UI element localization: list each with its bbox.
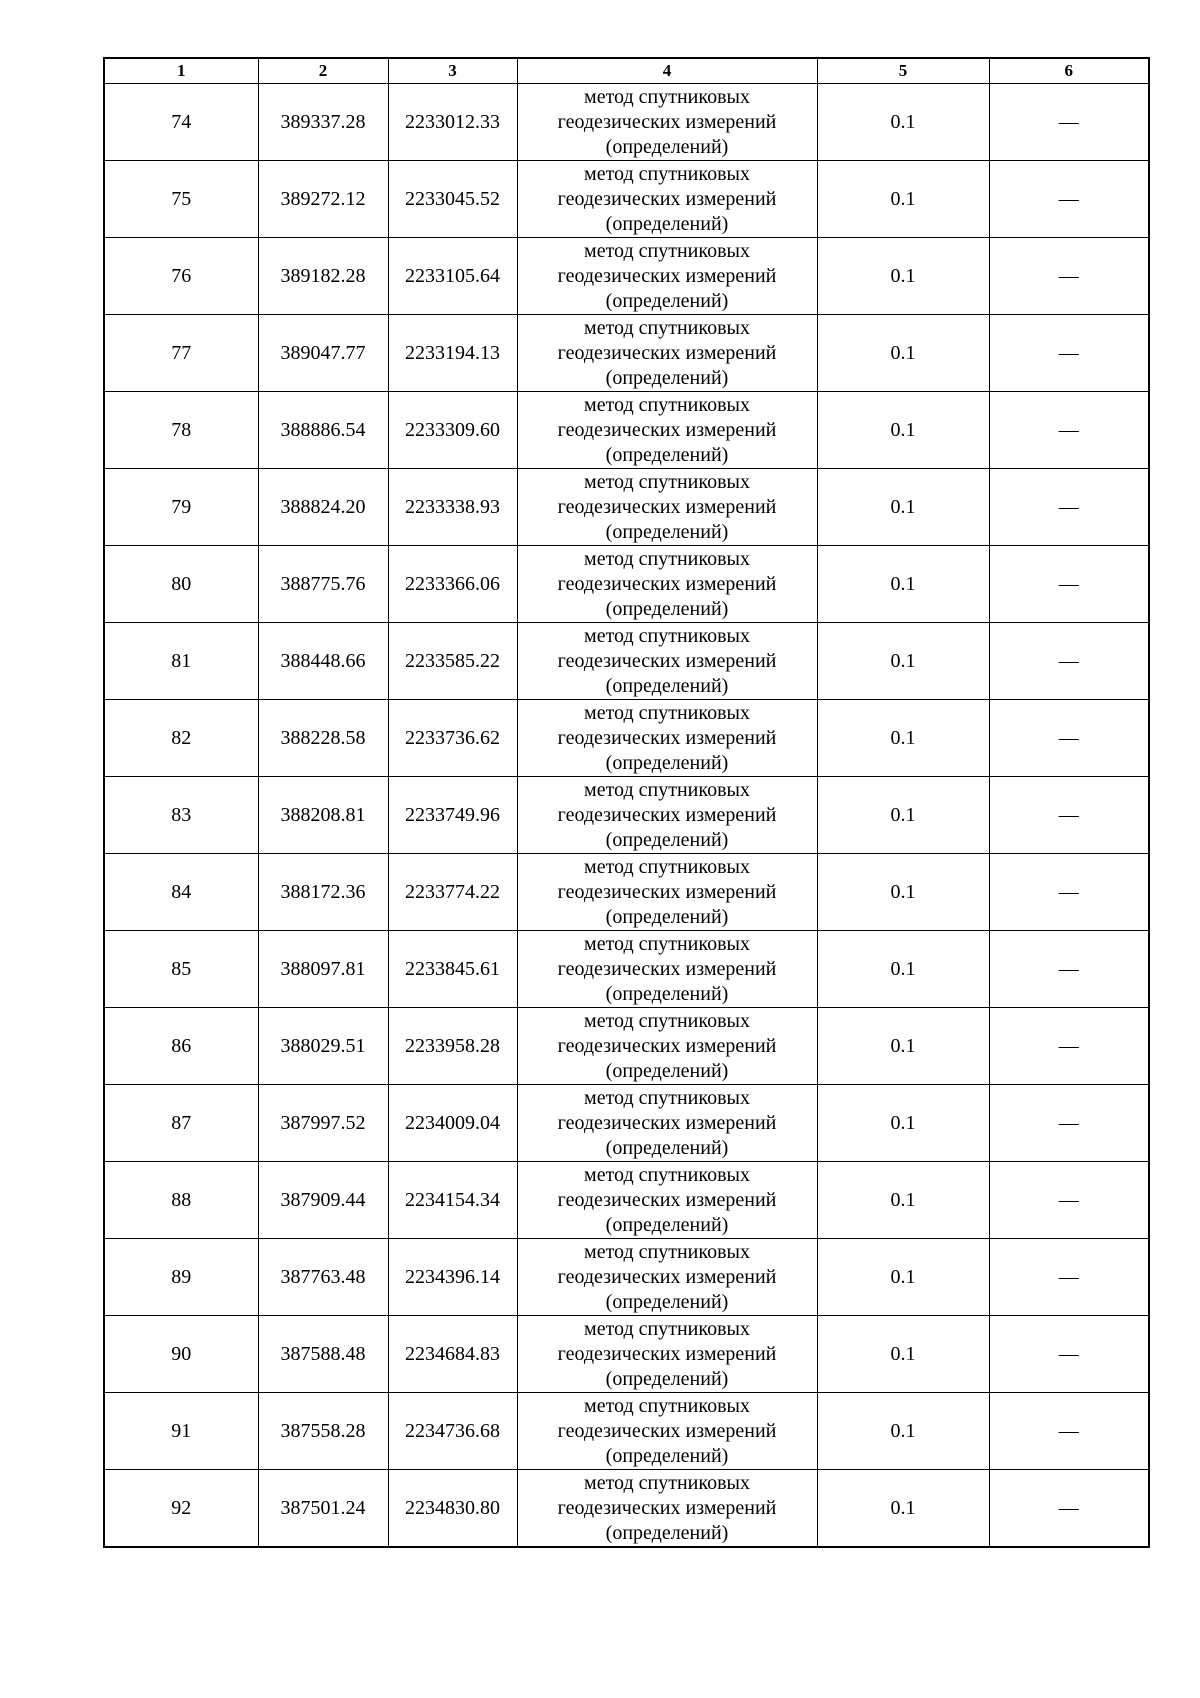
note-cell: —	[989, 315, 1149, 392]
coordinate-x-cell: 388097.81	[258, 931, 388, 1008]
note-cell: —	[989, 700, 1149, 777]
table-row	[104, 1239, 1149, 1316]
accuracy-cell: 0.1	[817, 623, 989, 700]
column-header-4: 4	[517, 58, 817, 84]
coordinate-x-cell: 387909.44	[258, 1162, 388, 1239]
coordinate-x-cell: 387501.24	[258, 1470, 388, 1548]
coordinate-x-cell: 387558.28	[258, 1393, 388, 1470]
coordinate-y-cell: 2233736.62	[388, 700, 517, 777]
coordinate-x-cell: 387588.48	[258, 1316, 388, 1393]
coordinate-y-cell: 2233749.96	[388, 777, 517, 854]
coordinate-x-cell: 387763.48	[258, 1239, 388, 1316]
accuracy-cell: 0.1	[817, 1393, 989, 1470]
note-cell: —	[989, 238, 1149, 315]
method-cell: метод спутниковых геодезических измерений (определений)	[517, 1393, 817, 1470]
table-row	[104, 1085, 1149, 1162]
method-cell: метод спутниковых геодезических измерений (определений)	[517, 700, 817, 777]
coordinate-y-cell: 2233774.22	[388, 854, 517, 931]
header-row	[104, 58, 1149, 84]
point-number-cell: 83	[104, 777, 258, 854]
table-row	[104, 1008, 1149, 1085]
point-number-cell: 76	[104, 238, 258, 315]
column-header-1: 1	[104, 58, 258, 84]
table-row	[104, 1316, 1149, 1393]
note-cell: —	[989, 1239, 1149, 1316]
coordinate-x-cell: 389182.28	[258, 238, 388, 315]
method-cell: метод спутниковых геодезических измерений (определений)	[517, 854, 817, 931]
point-number-cell: 79	[104, 469, 258, 546]
accuracy-cell: 0.1	[817, 546, 989, 623]
coordinate-y-cell: 2233585.22	[388, 623, 517, 700]
coordinate-y-cell: 2233366.06	[388, 546, 517, 623]
table-row	[104, 623, 1149, 700]
coordinate-y-cell: 2233958.28	[388, 1008, 517, 1085]
coordinate-x-cell: 388886.54	[258, 392, 388, 469]
note-cell: —	[989, 1008, 1149, 1085]
point-number-cell: 86	[104, 1008, 258, 1085]
table-row	[104, 238, 1149, 315]
method-cell: метод спутниковых геодезических измерений (определений)	[517, 1008, 817, 1085]
column-header-2: 2	[258, 58, 388, 84]
accuracy-cell: 0.1	[817, 854, 989, 931]
method-cell: метод спутниковых геодезических измерений (определений)	[517, 161, 817, 238]
table-row	[104, 469, 1149, 546]
point-number-cell: 81	[104, 623, 258, 700]
table-row	[104, 392, 1149, 469]
accuracy-cell: 0.1	[817, 777, 989, 854]
coordinate-x-cell: 388228.58	[258, 700, 388, 777]
column-header-6: 6	[989, 58, 1149, 84]
accuracy-cell: 0.1	[817, 84, 989, 161]
accuracy-cell: 0.1	[817, 315, 989, 392]
point-number-cell: 82	[104, 700, 258, 777]
note-cell: —	[989, 1162, 1149, 1239]
method-cell: метод спутниковых геодезических измерений (определений)	[517, 1470, 817, 1548]
point-number-cell: 74	[104, 84, 258, 161]
coordinate-y-cell: 2233338.93	[388, 469, 517, 546]
point-number-cell: 87	[104, 1085, 258, 1162]
table-row	[104, 854, 1149, 931]
accuracy-cell: 0.1	[817, 469, 989, 546]
table-row	[104, 84, 1149, 161]
coordinate-y-cell: 2233012.33	[388, 84, 517, 161]
coordinate-x-cell: 388029.51	[258, 1008, 388, 1085]
method-cell: метод спутниковых геодезических измерений (определений)	[517, 546, 817, 623]
coordinate-x-cell: 387997.52	[258, 1085, 388, 1162]
method-cell: метод спутниковых геодезических измерений (определений)	[517, 1162, 817, 1239]
table-row	[104, 1393, 1149, 1470]
method-cell: метод спутниковых геодезических измерений (определений)	[517, 84, 817, 161]
point-number-cell: 91	[104, 1393, 258, 1470]
table-header	[104, 58, 1149, 84]
coordinates-table	[103, 57, 1150, 1548]
coordinate-y-cell: 2234684.83	[388, 1316, 517, 1393]
note-cell: —	[989, 1470, 1149, 1548]
method-cell: метод спутниковых геодезических измерений (определений)	[517, 469, 817, 546]
table-row	[104, 161, 1149, 238]
method-cell: метод спутниковых геодезических измерений (определений)	[517, 931, 817, 1008]
accuracy-cell: 0.1	[817, 238, 989, 315]
column-header-3: 3	[388, 58, 517, 84]
accuracy-cell: 0.1	[817, 931, 989, 1008]
coordinate-y-cell: 2233105.64	[388, 238, 517, 315]
point-number-cell: 75	[104, 161, 258, 238]
table-row	[104, 546, 1149, 623]
note-cell: —	[989, 161, 1149, 238]
note-cell: —	[989, 623, 1149, 700]
note-cell: —	[989, 1393, 1149, 1470]
coordinate-x-cell: 388448.66	[258, 623, 388, 700]
coordinate-x-cell: 389337.28	[258, 84, 388, 161]
note-cell: —	[989, 777, 1149, 854]
coordinate-x-cell: 389047.77	[258, 315, 388, 392]
coordinate-y-cell: 2234736.68	[388, 1393, 517, 1470]
table-row	[104, 931, 1149, 1008]
accuracy-cell: 0.1	[817, 392, 989, 469]
table-row	[104, 1470, 1149, 1548]
coordinate-y-cell: 2233845.61	[388, 931, 517, 1008]
table-row	[104, 777, 1149, 854]
point-number-cell: 90	[104, 1316, 258, 1393]
method-cell: метод спутниковых геодезических измерений (определений)	[517, 315, 817, 392]
note-cell: —	[989, 1316, 1149, 1393]
coordinate-y-cell: 2233194.13	[388, 315, 517, 392]
point-number-cell: 85	[104, 931, 258, 1008]
point-number-cell: 78	[104, 392, 258, 469]
note-cell: —	[989, 84, 1149, 161]
column-header-5: 5	[817, 58, 989, 84]
accuracy-cell: 0.1	[817, 1316, 989, 1393]
method-cell: метод спутниковых геодезических измерений (определений)	[517, 1316, 817, 1393]
note-cell: —	[989, 854, 1149, 931]
method-cell: метод спутниковых геодезических измерений (определений)	[517, 1085, 817, 1162]
coordinate-x-cell: 388208.81	[258, 777, 388, 854]
coordinate-x-cell: 388172.36	[258, 854, 388, 931]
coordinate-y-cell: 2234396.14	[388, 1239, 517, 1316]
method-cell: метод спутниковых геодезических измерений (определений)	[517, 392, 817, 469]
coordinate-y-cell: 2234009.04	[388, 1085, 517, 1162]
coordinate-y-cell: 2233309.60	[388, 392, 517, 469]
point-number-cell: 84	[104, 854, 258, 931]
coordinate-y-cell: 2233045.52	[388, 161, 517, 238]
accuracy-cell: 0.1	[817, 1239, 989, 1316]
note-cell: —	[989, 546, 1149, 623]
coordinate-x-cell: 388824.20	[258, 469, 388, 546]
method-cell: метод спутниковых геодезических измерений (определений)	[517, 1239, 817, 1316]
accuracy-cell: 0.1	[817, 1008, 989, 1085]
table-row	[104, 315, 1149, 392]
table-row	[104, 700, 1149, 777]
point-number-cell: 77	[104, 315, 258, 392]
coordinate-y-cell: 2234830.80	[388, 1470, 517, 1548]
accuracy-cell: 0.1	[817, 700, 989, 777]
note-cell: —	[989, 1085, 1149, 1162]
note-cell: —	[989, 469, 1149, 546]
table-row	[104, 1162, 1149, 1239]
accuracy-cell: 0.1	[817, 1470, 989, 1548]
point-number-cell: 92	[104, 1470, 258, 1548]
note-cell: —	[989, 392, 1149, 469]
method-cell: метод спутниковых геодезических измерений (определений)	[517, 238, 817, 315]
point-number-cell: 88	[104, 1162, 258, 1239]
point-number-cell: 80	[104, 546, 258, 623]
point-number-cell: 89	[104, 1239, 258, 1316]
coordinate-y-cell: 2234154.34	[388, 1162, 517, 1239]
table-body	[104, 84, 1149, 1548]
method-cell: метод спутниковых геодезических измерений (определений)	[517, 623, 817, 700]
method-cell: метод спутниковых геодезических измерений (определений)	[517, 777, 817, 854]
coordinate-x-cell: 389272.12	[258, 161, 388, 238]
accuracy-cell: 0.1	[817, 161, 989, 238]
note-cell: —	[989, 931, 1149, 1008]
accuracy-cell: 0.1	[817, 1085, 989, 1162]
accuracy-cell: 0.1	[817, 1162, 989, 1239]
coordinate-x-cell: 388775.76	[258, 546, 388, 623]
